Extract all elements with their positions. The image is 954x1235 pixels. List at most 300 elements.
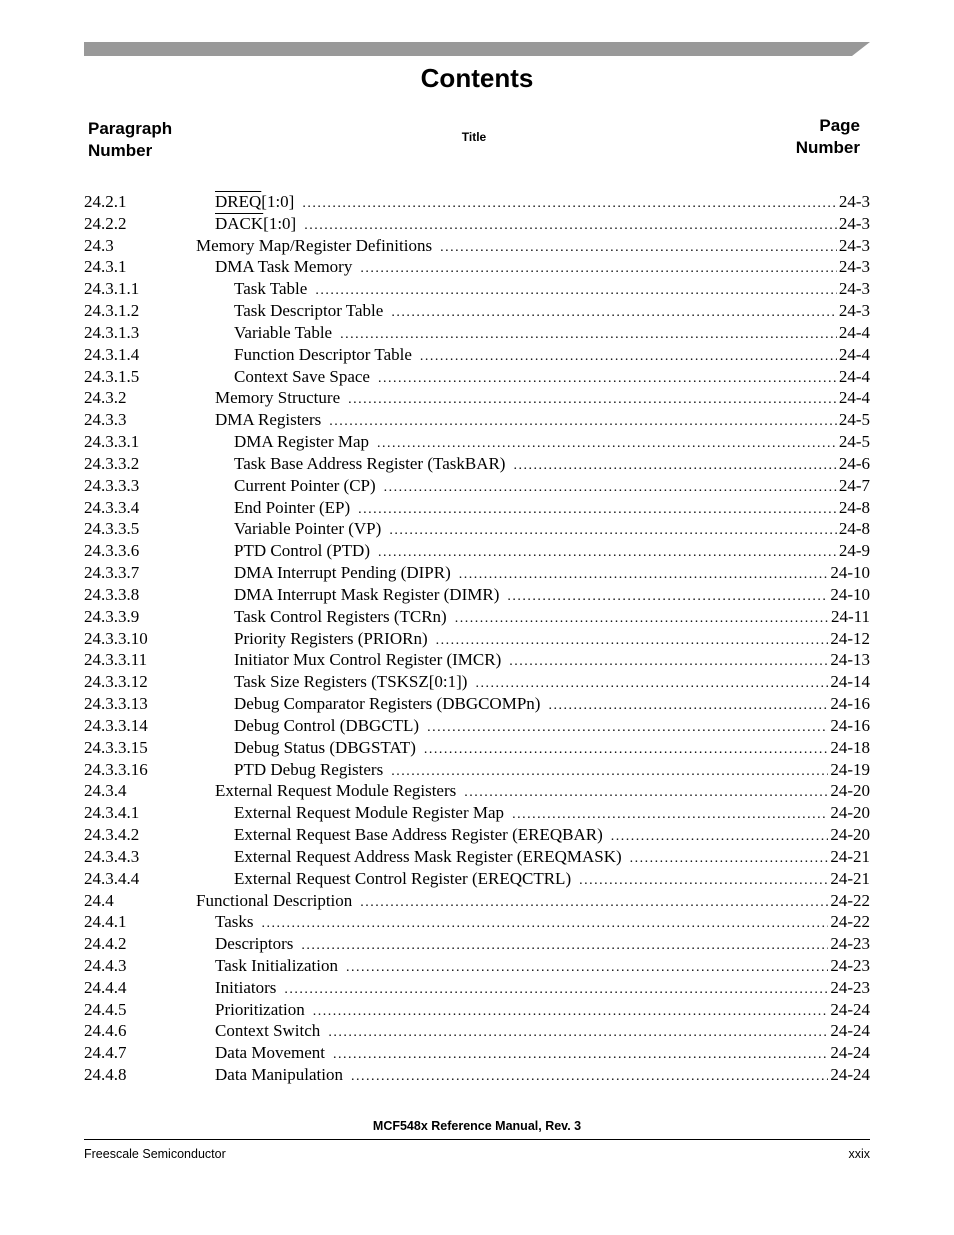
toc-title-text: Initiators xyxy=(215,977,277,997)
toc-row[interactable] xyxy=(84,387,870,409)
toc-paragraph-number: 24.3.3.4 xyxy=(84,497,140,517)
toc-paragraph-number: 24.3.3.5 xyxy=(84,519,140,539)
toc-title xyxy=(234,802,512,824)
toc-page-number: 24-24 xyxy=(830,1065,870,1085)
toc-title-text: Memory Map/Register Definitions xyxy=(196,235,433,255)
toc-row[interactable] xyxy=(84,868,870,890)
toc-page-number: 24-8 xyxy=(838,497,870,517)
toc-entry xyxy=(234,453,870,477)
toc-title xyxy=(215,1064,351,1086)
page-number: xxix xyxy=(848,1147,870,1161)
toc-paragraph-number: 24.4.4 xyxy=(84,977,127,997)
toc-page-number: 24-16 xyxy=(830,715,870,735)
page-number-column-heading xyxy=(796,115,860,159)
toc-page-number: 24-21 xyxy=(830,846,870,866)
toc-page-number: 24-21 xyxy=(830,868,870,888)
toc-title-text: Data Movement xyxy=(215,1043,325,1063)
toc-row[interactable] xyxy=(84,671,870,693)
toc-title-text: Task Descriptor Table xyxy=(234,301,384,321)
toc-paragraph-number: 24.3.3.3 xyxy=(84,475,140,495)
toc-entry xyxy=(234,868,870,892)
toc-entry xyxy=(234,824,870,848)
toc-title-text: DMA Registers xyxy=(215,410,322,430)
toc-title xyxy=(234,715,427,737)
toc-title xyxy=(234,518,389,540)
page-heading-label: Page xyxy=(819,116,860,135)
toc-row[interactable] xyxy=(84,780,870,802)
toc-title-text: DMA Register Map xyxy=(234,432,370,452)
toc-title xyxy=(234,824,611,846)
toc-page-number: 24-6 xyxy=(838,453,870,473)
toc-row[interactable] xyxy=(84,606,870,628)
toc-row[interactable] xyxy=(84,890,870,912)
toc-title-text: Variable Pointer (VP) xyxy=(234,519,382,539)
toc-page-number: 24-12 xyxy=(830,628,870,648)
toc-page-number: 24-20 xyxy=(830,825,870,845)
toc-paragraph-number: 24.3.4.3 xyxy=(84,846,140,866)
toc-dot-leader xyxy=(459,564,829,586)
toc-title-text: External Request Module Registers xyxy=(215,781,457,801)
toc-paragraph-number: 24.4.1 xyxy=(84,912,127,932)
toc-entry xyxy=(215,409,870,433)
toc-title-text: PTD Control (PTD) xyxy=(234,541,370,561)
toc-entry xyxy=(215,1064,870,1088)
toc-title xyxy=(234,562,459,584)
toc-row[interactable] xyxy=(84,278,870,300)
toc-entry xyxy=(215,256,870,280)
toc-row[interactable] xyxy=(84,911,870,933)
toc-page-number: 24-3 xyxy=(838,279,870,299)
toc-title xyxy=(215,409,329,431)
toc-page-number: 24-24 xyxy=(830,1021,870,1041)
toc-title xyxy=(234,846,630,868)
toc-dot-leader xyxy=(348,389,837,411)
toc-title xyxy=(196,890,360,912)
toc-entry xyxy=(234,475,870,499)
toc-paragraph-number: 24.3.4.4 xyxy=(84,868,140,888)
company-name: Freescale Semiconductor xyxy=(84,1147,226,1161)
toc-paragraph-number: 24.2.1 xyxy=(84,192,127,211)
toc-paragraph-number: 24.3 xyxy=(84,235,114,255)
toc-title xyxy=(196,235,440,257)
toc-title xyxy=(234,649,509,671)
toc-title-text: Task Initialization xyxy=(215,955,338,975)
toc-title-text: DMA Task Memory xyxy=(215,257,353,277)
toc-entry xyxy=(234,497,870,521)
toc-dot-leader xyxy=(424,739,828,761)
toc-row[interactable] xyxy=(84,191,870,213)
toc-paragraph-number: 24.3.1 xyxy=(84,257,127,277)
toc-title-text: Variable Table xyxy=(234,322,333,342)
toc-title-text: DMA Interrupt Mask Register (DIMR) xyxy=(234,584,500,604)
toc-dot-leader xyxy=(315,280,837,302)
toc-page-number: 24-24 xyxy=(830,999,870,1019)
toc-row[interactable] xyxy=(84,562,870,584)
toc-title xyxy=(234,344,420,366)
toc-row[interactable] xyxy=(84,802,870,824)
toc-row[interactable] xyxy=(84,649,870,671)
toc-paragraph-number: 24.3.3.7 xyxy=(84,563,140,583)
toc-title xyxy=(234,278,315,300)
toc-title-text: External Request Control Register (EREQCTRL) xyxy=(234,868,572,888)
toc-dot-leader xyxy=(611,826,829,848)
toc-dot-leader xyxy=(579,870,828,892)
toc-entry xyxy=(215,780,870,804)
toc-title-suffix: [1:0] xyxy=(261,192,295,211)
toc-title xyxy=(234,759,391,781)
toc-paragraph-number: 24.3.1.5 xyxy=(84,366,140,386)
toc-dot-leader xyxy=(358,499,837,521)
toc-page-number: 24-22 xyxy=(830,890,870,910)
toc-title xyxy=(234,693,548,715)
toc-paragraph-number: 24.3.3.6 xyxy=(84,541,140,561)
toc-dot-leader xyxy=(377,433,837,455)
toc-paragraph-number: 24.4.5 xyxy=(84,999,127,1019)
toc-row[interactable] xyxy=(84,1020,870,1042)
toc-page-number: 24-3 xyxy=(838,213,870,233)
toc-entry xyxy=(215,955,870,979)
toc-page-number: 24-20 xyxy=(830,781,870,801)
toc-page-number: 24-20 xyxy=(830,803,870,823)
toc-page-number: 24-3 xyxy=(838,257,870,277)
toc-dot-leader xyxy=(301,935,828,957)
toc-title-text: Task Size Registers (TSKSZ[0:1]) xyxy=(234,672,468,692)
toc-dot-leader xyxy=(513,455,836,477)
toc-entry xyxy=(234,846,870,870)
toc-entry xyxy=(234,649,870,673)
toc-title xyxy=(215,780,464,802)
toc-title xyxy=(234,606,455,628)
toc-entry xyxy=(215,387,870,411)
toc-row[interactable] xyxy=(84,737,870,759)
toc-dot-leader xyxy=(391,302,837,324)
top-banner xyxy=(84,42,870,56)
toc-page-number: 24-22 xyxy=(830,912,870,932)
toc-paragraph-number: 24.3.4.1 xyxy=(84,803,140,823)
toc-paragraph-number: 24.3.3.16 xyxy=(84,759,148,779)
toc-row[interactable] xyxy=(84,693,870,715)
toc-paragraph-number: 24.3.3.2 xyxy=(84,453,140,473)
toc-row[interactable] xyxy=(84,933,870,955)
toc-page-number: 24-4 xyxy=(838,388,870,408)
toc-title-suffix: [1:0] xyxy=(263,213,297,233)
toc-title-text: Functional Description xyxy=(196,890,353,910)
toc-page-number: 24-16 xyxy=(830,694,870,714)
toc-paragraph-number: 24.3.3.10 xyxy=(84,628,148,648)
top-banner-shape xyxy=(84,42,870,56)
toc-entry xyxy=(215,977,870,1001)
toc-row[interactable] xyxy=(84,409,870,431)
toc-row[interactable] xyxy=(84,300,870,322)
toc-paragraph-number: 24.3.3.9 xyxy=(84,606,140,626)
toc-paragraph-number: 24.3.3.15 xyxy=(84,737,148,757)
toc-paragraph-number: 24.3.1.1 xyxy=(84,279,140,299)
toc-title xyxy=(234,475,384,497)
toc-row[interactable] xyxy=(84,584,870,606)
toc-dot-leader xyxy=(340,324,837,346)
number-heading-label: Number xyxy=(88,141,153,160)
toc-dot-leader xyxy=(284,979,828,1001)
page-title: Contents xyxy=(420,63,534,93)
toc-title xyxy=(234,540,378,562)
toc-title xyxy=(215,999,313,1021)
toc-page-number: 24-7 xyxy=(838,475,870,495)
toc-title xyxy=(234,453,513,475)
toc-row[interactable] xyxy=(84,497,870,519)
toc-page-number: 24-5 xyxy=(838,410,870,430)
toc-row[interactable] xyxy=(84,366,870,388)
toc-row[interactable] xyxy=(84,1064,870,1086)
toc-entry xyxy=(234,562,870,586)
manual-title: MCF548x Reference Manual, Rev. 3 xyxy=(372,1119,582,1133)
toc-row[interactable] xyxy=(84,955,870,977)
toc-page-number: 24-3 xyxy=(838,192,870,211)
toc-title-text: Task Control Registers (TCRn) xyxy=(234,606,447,626)
toc-title xyxy=(215,911,261,933)
toc-title-text: Debug Comparator Registers (DBGCOMPn) xyxy=(234,694,541,714)
toc-title xyxy=(215,387,348,409)
toc-title xyxy=(234,671,475,693)
toc-dot-leader xyxy=(512,804,828,826)
toc-page-number: 24-23 xyxy=(830,955,870,975)
toc-row[interactable] xyxy=(84,628,870,650)
toc-page-number: 24-13 xyxy=(830,650,870,670)
toc-entry xyxy=(215,1042,870,1066)
toc-entry xyxy=(234,431,870,455)
toc-dot-leader xyxy=(384,477,837,499)
toc-row[interactable] xyxy=(84,824,870,846)
toc-page-number: 24-14 xyxy=(830,672,870,692)
toc-title-text: Initiator Mux Control Register (IMCR) xyxy=(234,650,502,670)
toc-row[interactable] xyxy=(84,518,870,540)
toc-entry xyxy=(196,890,870,914)
toc-title-text: Prioritization xyxy=(215,999,305,1019)
toc-entry xyxy=(234,366,870,390)
toc-dot-leader xyxy=(360,892,828,914)
toc-title xyxy=(215,191,302,213)
toc-entry xyxy=(234,802,870,826)
toc-title xyxy=(215,1042,333,1064)
toc-dot-leader xyxy=(464,782,828,804)
toc-title xyxy=(234,628,436,650)
toc-dot-leader xyxy=(304,215,837,237)
paragraph-heading-label: Paragraph xyxy=(88,119,173,138)
toc-title xyxy=(215,1020,328,1042)
toc-title-text: Memory Structure xyxy=(215,388,341,408)
toc-entry xyxy=(215,1020,870,1044)
toc-page-number: 24-24 xyxy=(830,1043,870,1063)
toc-title-text: External Request Address Mask Register (EREQMASK) xyxy=(234,846,622,866)
toc-row[interactable] xyxy=(84,453,870,475)
toc-row[interactable] xyxy=(84,999,870,1021)
toc-title-text: Task Base Address Register (TaskBAR) xyxy=(234,453,506,473)
toc-title xyxy=(234,584,507,606)
toc-entry xyxy=(215,911,870,935)
toc-entry xyxy=(234,606,870,630)
toc-dot-leader xyxy=(427,717,828,739)
toc-paragraph-number: 24.3.3 xyxy=(84,410,127,430)
toc-title-text: Debug Status (DBGSTAT) xyxy=(234,737,416,757)
title-column-heading: Title xyxy=(461,130,487,144)
toc-page-number: 24-3 xyxy=(838,301,870,321)
toc-page-number: 24-10 xyxy=(830,584,870,604)
toc-title-text: Descriptors xyxy=(215,934,294,954)
toc-dot-leader xyxy=(440,237,837,259)
toc-title xyxy=(234,322,340,344)
toc-title-text: Context Save Space xyxy=(234,366,370,386)
toc-entry xyxy=(234,737,870,761)
toc-entry xyxy=(215,213,870,237)
toc-entry xyxy=(234,322,870,346)
toc-dot-leader xyxy=(261,913,828,935)
toc-title xyxy=(234,868,579,890)
toc-entry xyxy=(234,715,870,739)
toc-title xyxy=(215,933,301,955)
toc-dot-leader xyxy=(475,673,828,695)
toc-page-number: 24-8 xyxy=(838,519,870,539)
toc-paragraph-number: 24.3.2 xyxy=(84,388,127,408)
toc-dot-leader xyxy=(302,193,837,215)
toc-entry xyxy=(234,671,870,695)
toc-paragraph-number: 24.3.4 xyxy=(84,781,127,801)
toc-row[interactable] xyxy=(84,759,870,781)
toc-row[interactable] xyxy=(84,344,870,366)
toc-page-number: 24-5 xyxy=(838,432,870,452)
toc-title-text: Context Switch xyxy=(215,1021,321,1041)
page-number-heading-label: Number xyxy=(795,138,860,157)
toc-dot-leader xyxy=(351,1066,828,1088)
toc-dot-leader xyxy=(328,1022,828,1044)
toc-paragraph-number: 24.4 xyxy=(84,890,114,910)
toc-title-text: External Request Module Register Map xyxy=(234,803,505,823)
toc-dot-leader xyxy=(346,957,828,979)
toc-page-number: 24-23 xyxy=(830,934,870,954)
toc-dot-leader xyxy=(389,520,837,542)
toc-row[interactable] xyxy=(84,213,870,235)
toc-dot-leader xyxy=(391,761,828,783)
toc-dot-leader xyxy=(420,346,837,368)
toc-row[interactable] xyxy=(84,322,870,344)
toc-dot-leader xyxy=(507,586,828,608)
table-of-contents xyxy=(84,191,870,1086)
toc-page-number: 24-4 xyxy=(838,322,870,342)
toc-entry xyxy=(196,235,870,259)
toc-title-text: DREQ xyxy=(215,192,262,211)
toc-row[interactable] xyxy=(84,256,870,278)
toc-entry xyxy=(215,933,870,957)
toc-title xyxy=(215,977,284,999)
toc-dot-leader xyxy=(509,651,828,673)
toc-page-number: 24-9 xyxy=(838,541,870,561)
toc-title-text: End Pointer (EP) xyxy=(234,497,351,517)
toc-paragraph-number: 24.3.4.2 xyxy=(84,825,140,845)
toc-paragraph-number: 24.3.3.13 xyxy=(84,694,148,714)
toc-entry xyxy=(234,278,870,302)
toc-page-number: 24-3 xyxy=(838,235,870,255)
toc-title-text: Data Manipulation xyxy=(215,1065,343,1085)
toc-page-number: 24-18 xyxy=(830,737,870,757)
toc-title xyxy=(234,366,378,388)
toc-entry xyxy=(234,540,870,564)
toc-entry xyxy=(234,584,870,608)
toc-paragraph-number: 24.3.1.4 xyxy=(84,344,140,364)
toc-paragraph-number: 24.3.3.14 xyxy=(84,715,148,735)
toc-dot-leader xyxy=(630,848,829,870)
toc-row[interactable] xyxy=(84,1042,870,1064)
toc-title-text: Tasks xyxy=(215,912,254,932)
toc-paragraph-number: 24.3.3.11 xyxy=(84,650,148,670)
toc-paragraph-number: 24.2.2 xyxy=(84,213,127,233)
toc-entry xyxy=(215,999,870,1023)
toc-title xyxy=(234,497,358,519)
toc-paragraph-number: 24.4.8 xyxy=(84,1065,127,1085)
toc-entry xyxy=(234,628,870,652)
toc-title-text: External Request Base Address Register (EREQBAR) xyxy=(234,825,603,845)
toc-title-text: Function Descriptor Table xyxy=(234,344,412,364)
toc-title-text: Task Table xyxy=(234,279,308,299)
toc-entry xyxy=(234,759,870,783)
toc-paragraph-number: 24.3.3.12 xyxy=(84,672,148,692)
toc-dot-leader xyxy=(329,411,837,433)
toc-page-number: 24-10 xyxy=(830,563,870,583)
toc-dot-leader xyxy=(455,608,829,630)
toc-paragraph-number: 24.4.2 xyxy=(84,934,127,954)
toc-title xyxy=(234,737,424,759)
footer-divider xyxy=(84,1139,870,1140)
toc-dot-leader xyxy=(548,695,828,717)
toc-title xyxy=(215,213,304,235)
toc-dot-leader xyxy=(313,1001,829,1023)
toc-title-text: PTD Debug Registers xyxy=(234,759,384,779)
toc-dot-leader xyxy=(333,1044,828,1066)
toc-page-number: 24-11 xyxy=(830,606,870,626)
toc-paragraph-number: 24.3.1.3 xyxy=(84,322,140,342)
toc-paragraph-number: 24.4.3 xyxy=(84,955,127,975)
toc-dot-leader xyxy=(360,258,837,280)
toc-title-text: Priority Registers (PRIORn) xyxy=(234,628,428,648)
toc-entry xyxy=(234,344,870,368)
toc-paragraph-number: 24.3.3.8 xyxy=(84,584,140,604)
toc-paragraph-number: 24.4.6 xyxy=(84,1021,127,1041)
toc-row[interactable] xyxy=(84,475,870,497)
toc-title xyxy=(215,955,346,977)
toc-page-number: 24-4 xyxy=(838,366,870,386)
toc-row[interactable] xyxy=(84,540,870,562)
toc-dot-leader xyxy=(378,368,837,390)
toc-paragraph-number: 24.3.1.2 xyxy=(84,301,140,321)
toc-page-number: 24-4 xyxy=(838,344,870,364)
toc-title-text: Current Pointer (CP) xyxy=(234,475,376,495)
toc-title xyxy=(215,256,360,278)
toc-title-text: DACK xyxy=(215,213,264,233)
toc-paragraph-number: 24.3.3.1 xyxy=(84,432,140,452)
toc-title-text: Debug Control (DBGCTL) xyxy=(234,715,420,735)
toc-paragraph-number: 24.4.7 xyxy=(84,1043,127,1063)
toc-dot-leader xyxy=(436,630,829,652)
toc-title xyxy=(234,300,391,322)
toc-row[interactable] xyxy=(84,715,870,737)
toc-title-text: DMA Interrupt Pending (DIPR) xyxy=(234,563,451,583)
toc-row[interactable] xyxy=(84,846,870,868)
toc-page-number: 24-23 xyxy=(830,977,870,997)
toc-entry xyxy=(234,518,870,542)
toc-row[interactable] xyxy=(84,977,870,999)
toc-row[interactable] xyxy=(84,235,870,257)
toc-entry xyxy=(215,191,870,215)
toc-title xyxy=(234,431,377,453)
toc-entry xyxy=(234,300,870,324)
toc-row[interactable] xyxy=(84,431,870,453)
